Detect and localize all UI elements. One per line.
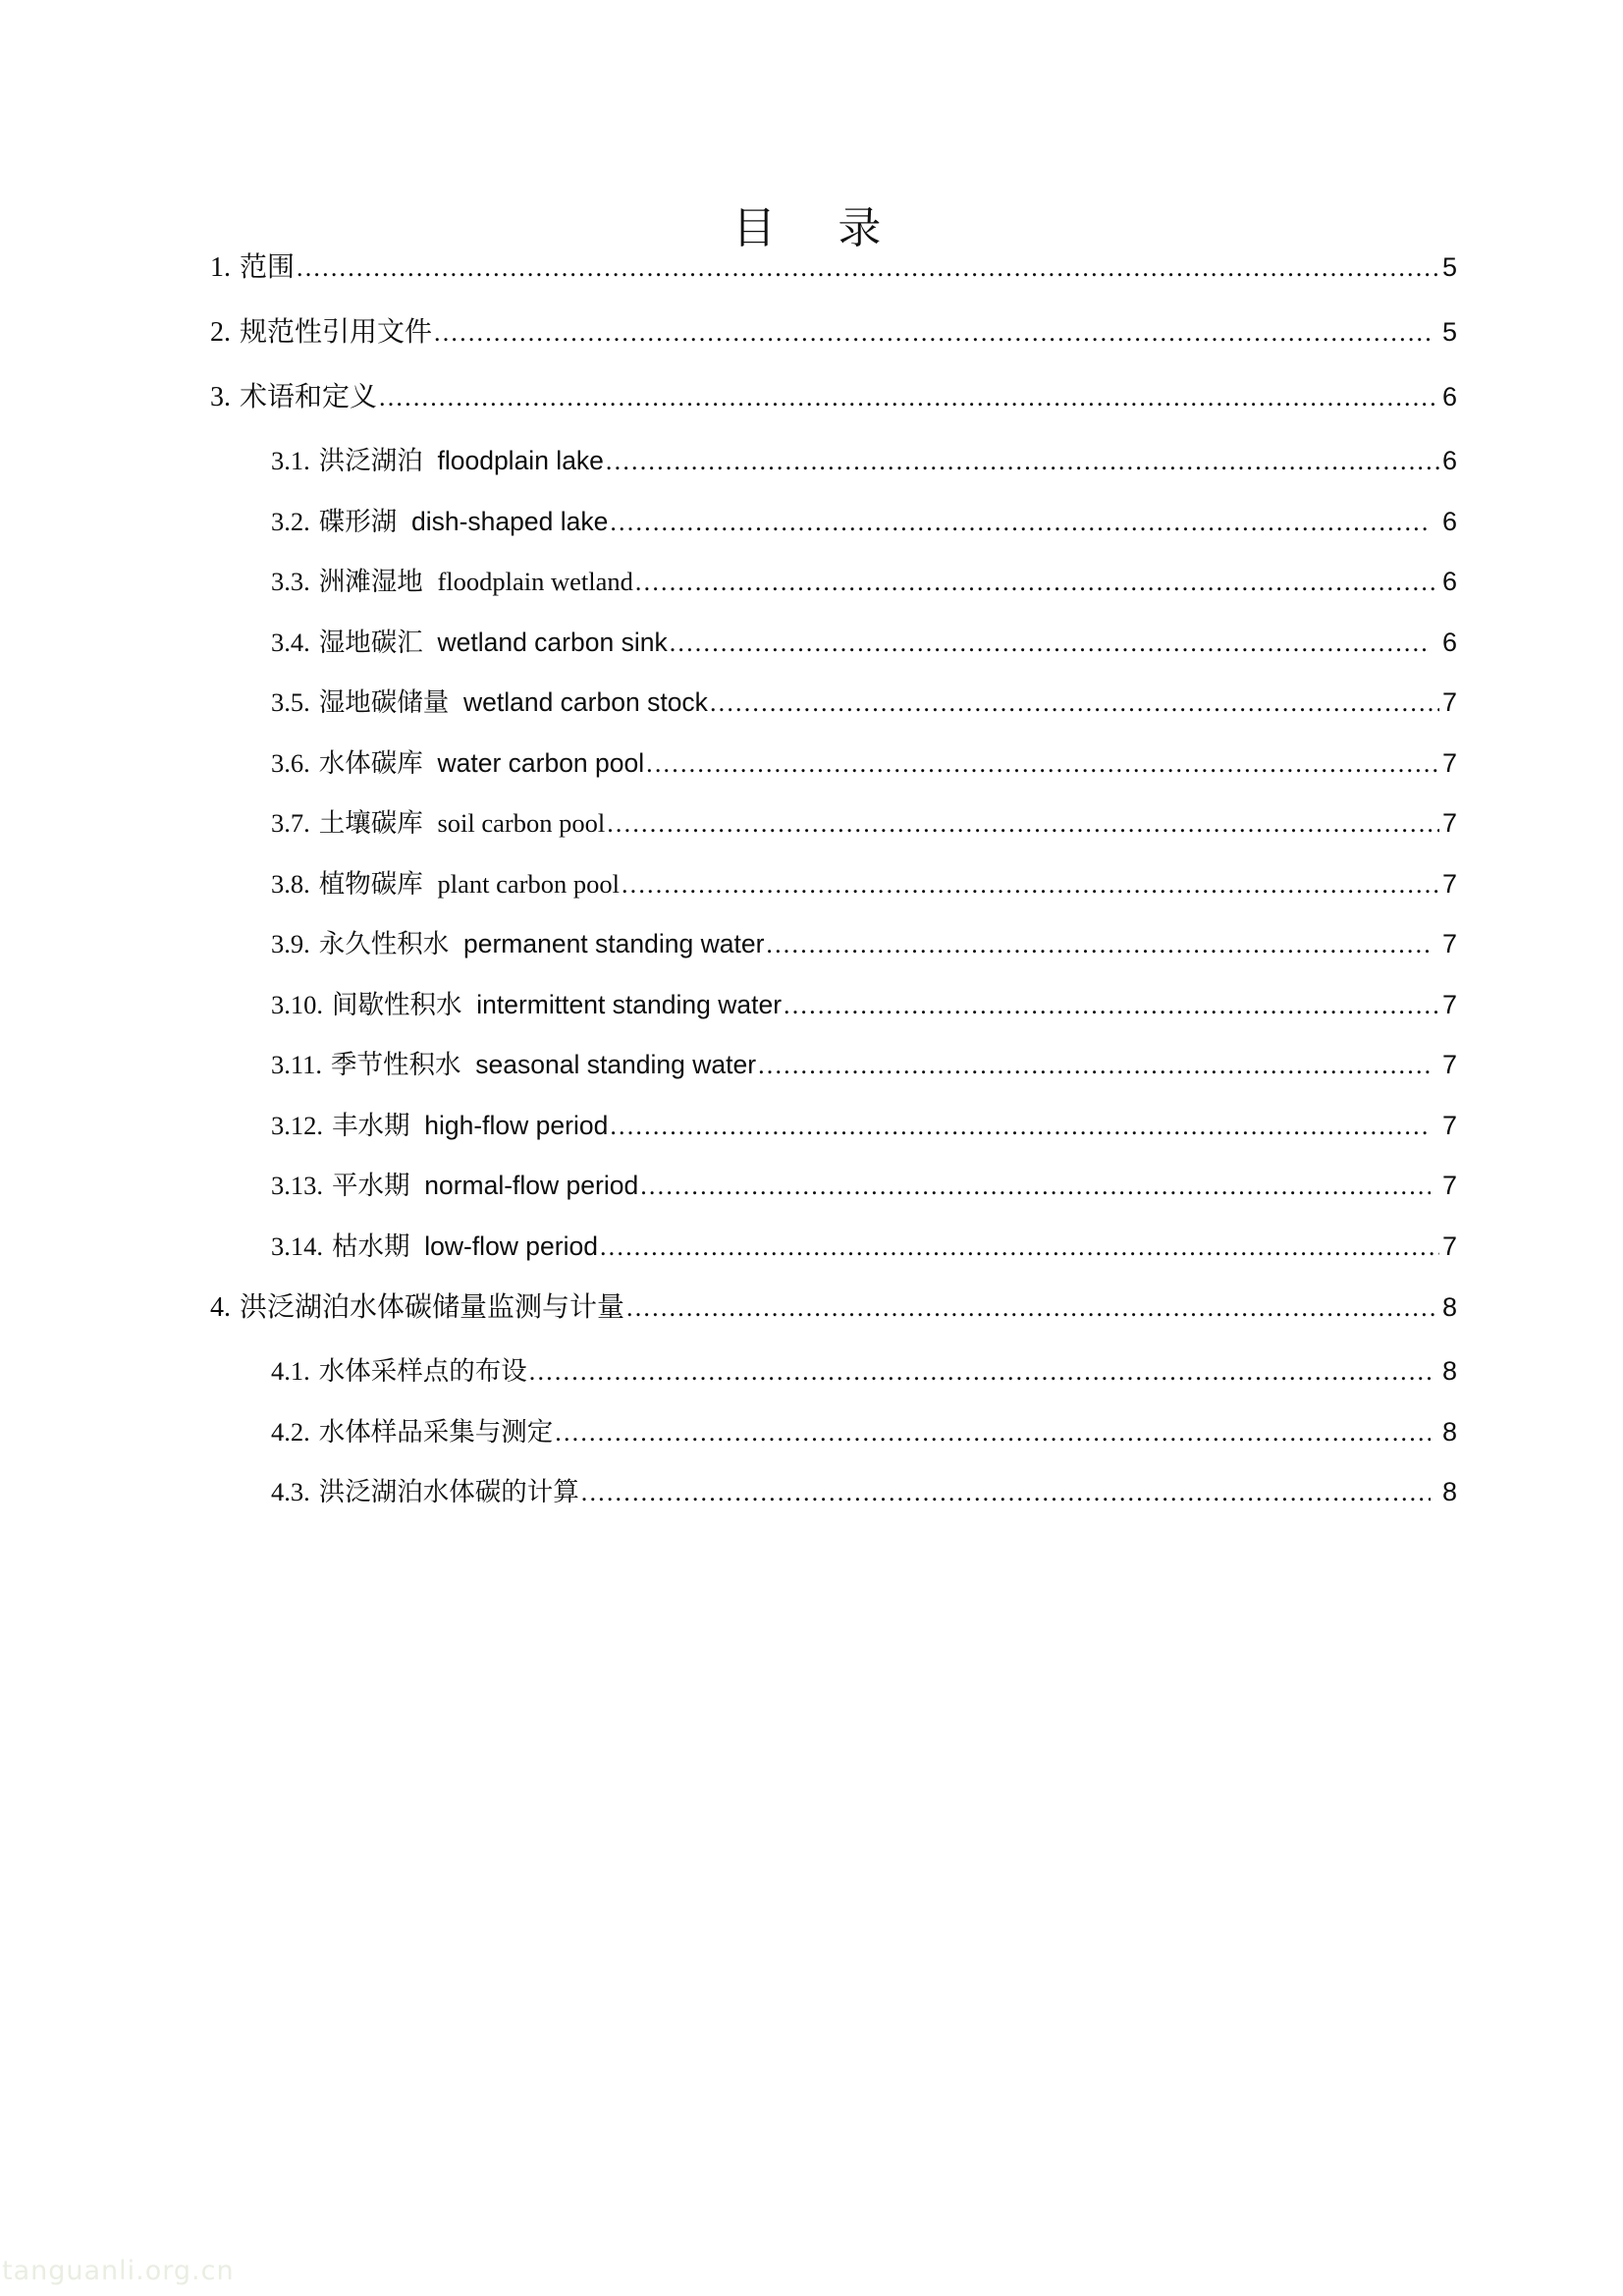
toc-entry-label <box>210 1230 598 1261</box>
toc-entry-title-cn: 洪泛湖泊水体碳的计算 <box>318 1477 579 1506</box>
toc-entry[interactable] <box>210 1358 1457 1386</box>
toc-entry[interactable] <box>210 931 1457 958</box>
dot-leader <box>640 1174 1431 1200</box>
toc-entry-number: 3.3. <box>271 567 310 596</box>
dot-leader <box>581 1480 1431 1506</box>
dot-leader <box>297 255 1439 283</box>
toc-entry-label <box>210 253 295 282</box>
dot-leader <box>529 1359 1431 1386</box>
table-of-contents <box>210 253 1457 1540</box>
toc-entry-title-cn: 洪泛湖泊水体碳储量监测与计量 <box>240 1291 625 1322</box>
toc-entry-number: 3.10. <box>271 989 323 1019</box>
toc-entry-title-en: floodplain wetland <box>437 567 633 596</box>
toc-entry-title-cn: 永久性积水 <box>318 929 450 958</box>
toc-entry-number: 1. <box>210 252 231 283</box>
toc-entry-title-en: water carbon pool <box>437 747 645 778</box>
toc-entry-page-number: 6 <box>1441 627 1457 657</box>
toc-entry-page-number: 6 <box>1441 446 1457 475</box>
toc-entry-label <box>210 1479 579 1505</box>
toc-entry-title-cn: 规范性引用文件 <box>240 316 433 347</box>
toc-entry[interactable] <box>210 383 1457 412</box>
toc-entry-number: 3.11. <box>271 1050 323 1079</box>
toc-entry-number: 3.2. <box>271 506 310 536</box>
dot-leader <box>758 1053 1431 1079</box>
toc-entry-label <box>210 629 668 656</box>
toc-entry-label <box>210 506 609 536</box>
toc-entry[interactable] <box>210 1479 1457 1506</box>
toc-entry-number: 3.5. <box>271 687 310 717</box>
toc-entry-number: 3.4. <box>271 627 310 657</box>
toc-entry-label <box>210 931 764 957</box>
toc-entry-title-en: normal-flow period <box>424 1171 639 1200</box>
toc-entry-page-number: 7 <box>1441 747 1457 778</box>
toc-entry-title-cn: 土壤碳库 <box>318 808 423 838</box>
toc-entry-number: 3.8. <box>271 868 310 899</box>
toc-entry-number: 3.6. <box>271 747 310 778</box>
toc-entry-title-en: floodplain lake <box>437 446 604 475</box>
toc-entry-number: 3. <box>210 382 231 412</box>
toc-entry[interactable] <box>210 629 1457 657</box>
toc-entry[interactable] <box>210 868 1457 899</box>
toc-entry-title-cn: 平水期 <box>332 1171 410 1200</box>
toc-entry-title-cn: 植物碳库 <box>318 868 423 899</box>
toc-entry-title-cn: 洲滩湿地 <box>318 567 423 596</box>
toc-entry[interactable] <box>210 810 1457 838</box>
toc-entry-title-en: seasonal standing water <box>475 1050 757 1079</box>
toc-entry-number: 2. <box>210 317 231 348</box>
toc-entry-title-cn: 水体样品采集与测定 <box>318 1416 554 1447</box>
toc-entry-page-number: 8 <box>1441 1292 1457 1322</box>
toc-entry-title-cn: 洪泛湖泊 <box>318 446 423 475</box>
toc-entry-title-cn: 术语和定义 <box>240 381 378 411</box>
toc-entry-number: 3.9. <box>271 929 310 958</box>
dot-leader <box>434 320 1431 348</box>
dot-leader <box>766 932 1431 958</box>
toc-entry[interactable] <box>210 1173 1457 1200</box>
watermark: tanguanli.org.cn <box>2 2256 235 2286</box>
dot-leader <box>610 1114 1431 1140</box>
toc-entry-label <box>210 810 605 837</box>
toc-entry-label <box>210 989 783 1019</box>
dot-leader <box>555 1420 1431 1447</box>
toc-entry-title-cn: 湿地碳储量 <box>318 687 450 717</box>
toc-entry[interactable] <box>210 1293 1457 1323</box>
toc-entry-label <box>210 1293 624 1322</box>
toc-entry-label <box>210 1052 756 1078</box>
dot-leader <box>646 751 1439 778</box>
toc-entry[interactable] <box>210 448 1457 475</box>
toc-entry-title-en: intermittent standing water <box>476 989 783 1019</box>
toc-entry-number: 3.1. <box>271 446 310 475</box>
toc-entry-label <box>210 1416 554 1447</box>
toc-entry-title-cn: 碟形湖 <box>318 506 398 536</box>
dot-leader <box>784 993 1439 1019</box>
toc-entry-number: 3.12. <box>271 1110 323 1140</box>
toc-entry-label <box>210 1358 527 1385</box>
toc-entry[interactable] <box>210 569 1457 596</box>
toc-entry-title-cn: 范围 <box>240 251 296 282</box>
dot-leader <box>635 570 1439 596</box>
toc-entry-label <box>210 689 708 716</box>
toc-entry[interactable] <box>210 1230 1457 1261</box>
dot-leader <box>606 449 1439 475</box>
toc-entry-label <box>210 318 432 347</box>
dot-leader <box>710 690 1439 717</box>
toc-entry[interactable] <box>210 989 1457 1019</box>
toc-entry-title-cn: 丰水期 <box>332 1110 410 1140</box>
dot-leader <box>600 1234 1439 1261</box>
toc-entry-page-number: 7 <box>1441 929 1457 958</box>
page-title: 目 录 <box>731 204 892 252</box>
toc-entry-title-cn: 湿地碳汇 <box>318 627 423 657</box>
dot-leader <box>610 510 1431 536</box>
toc-entry-page-number: 7 <box>1441 868 1457 899</box>
toc-entry-page-number: 7 <box>1441 1230 1457 1261</box>
toc-entry-title-cn: 间歇性积水 <box>332 989 462 1019</box>
toc-entry-title-cn: 枯水期 <box>332 1230 410 1261</box>
toc-entry-page-number: 5 <box>1441 317 1457 347</box>
toc-entry[interactable] <box>210 689 1457 717</box>
toc-entry[interactable] <box>210 1110 1457 1140</box>
toc-entry-label <box>210 569 633 595</box>
toc-entry-page-number: 8 <box>1441 1477 1457 1506</box>
toc-entry-page-number: 7 <box>1441 989 1457 1019</box>
toc-entry-page-number: 5 <box>1441 252 1457 282</box>
toc-entry-page-number: 8 <box>1441 1416 1457 1447</box>
toc-entry-page-number: 7 <box>1441 687 1457 717</box>
dot-leader <box>626 1295 1439 1323</box>
toc-entry-page-number: 7 <box>1441 1110 1457 1140</box>
toc-entry-number: 3.14. <box>271 1230 323 1261</box>
toc-entry-number: 3.7. <box>271 808 310 838</box>
toc-entry[interactable] <box>210 747 1457 778</box>
toc-entry-label <box>210 448 604 474</box>
toc-entry-page-number: 6 <box>1441 567 1457 596</box>
toc-entry-number: 4.3. <box>271 1477 310 1506</box>
toc-entry-page-number: 7 <box>1441 808 1457 838</box>
toc-entry[interactable] <box>210 318 1457 348</box>
toc-entry-page-number: 6 <box>1441 382 1457 411</box>
toc-entry-number: 4. <box>210 1292 231 1323</box>
toc-entry[interactable] <box>210 1052 1457 1079</box>
toc-entry-label <box>210 383 377 411</box>
dot-leader <box>607 811 1439 838</box>
toc-entry-title-cn: 季节性积水 <box>331 1050 461 1079</box>
dot-leader <box>670 630 1431 657</box>
toc-entry-title-cn: 水体采样点的布设 <box>318 1356 527 1386</box>
toc-entry-title-en: wetland carbon stock <box>462 687 708 717</box>
toc-entry-title-en: high-flow period <box>424 1110 609 1140</box>
toc-entry-title-en: plant carbon pool <box>437 868 620 899</box>
toc-entry-number: 4.2. <box>271 1416 310 1447</box>
toc-entry-title-en: low-flow period <box>424 1230 598 1261</box>
toc-entry-title-cn: 水体碳库 <box>318 747 423 778</box>
toc-entry-label <box>210 1110 609 1140</box>
toc-entry-title-en: soil carbon pool <box>437 808 606 838</box>
toc-entry-number: 4.1. <box>271 1356 310 1386</box>
toc-entry-label <box>210 1173 638 1199</box>
toc-entry-title-en: wetland carbon sink <box>437 627 668 657</box>
toc-entry-page-number: 7 <box>1441 1050 1457 1079</box>
toc-entry-label <box>210 747 645 778</box>
toc-entry-title-en: permanent standing water <box>462 929 765 958</box>
toc-entry-label <box>210 868 620 899</box>
toc-entry[interactable] <box>210 253 1457 283</box>
toc-entry-number: 3.13. <box>271 1171 323 1200</box>
toc-entry-title-en: dish-shaped lake <box>410 506 609 536</box>
toc-entry-page-number: 6 <box>1441 506 1457 536</box>
toc-entry[interactable] <box>210 1416 1457 1447</box>
dot-leader <box>379 385 1439 412</box>
toc-entry[interactable] <box>210 506 1457 536</box>
dot-leader <box>622 872 1439 899</box>
toc-entry-page-number: 8 <box>1441 1356 1457 1386</box>
toc-entry-page-number: 7 <box>1441 1171 1457 1200</box>
